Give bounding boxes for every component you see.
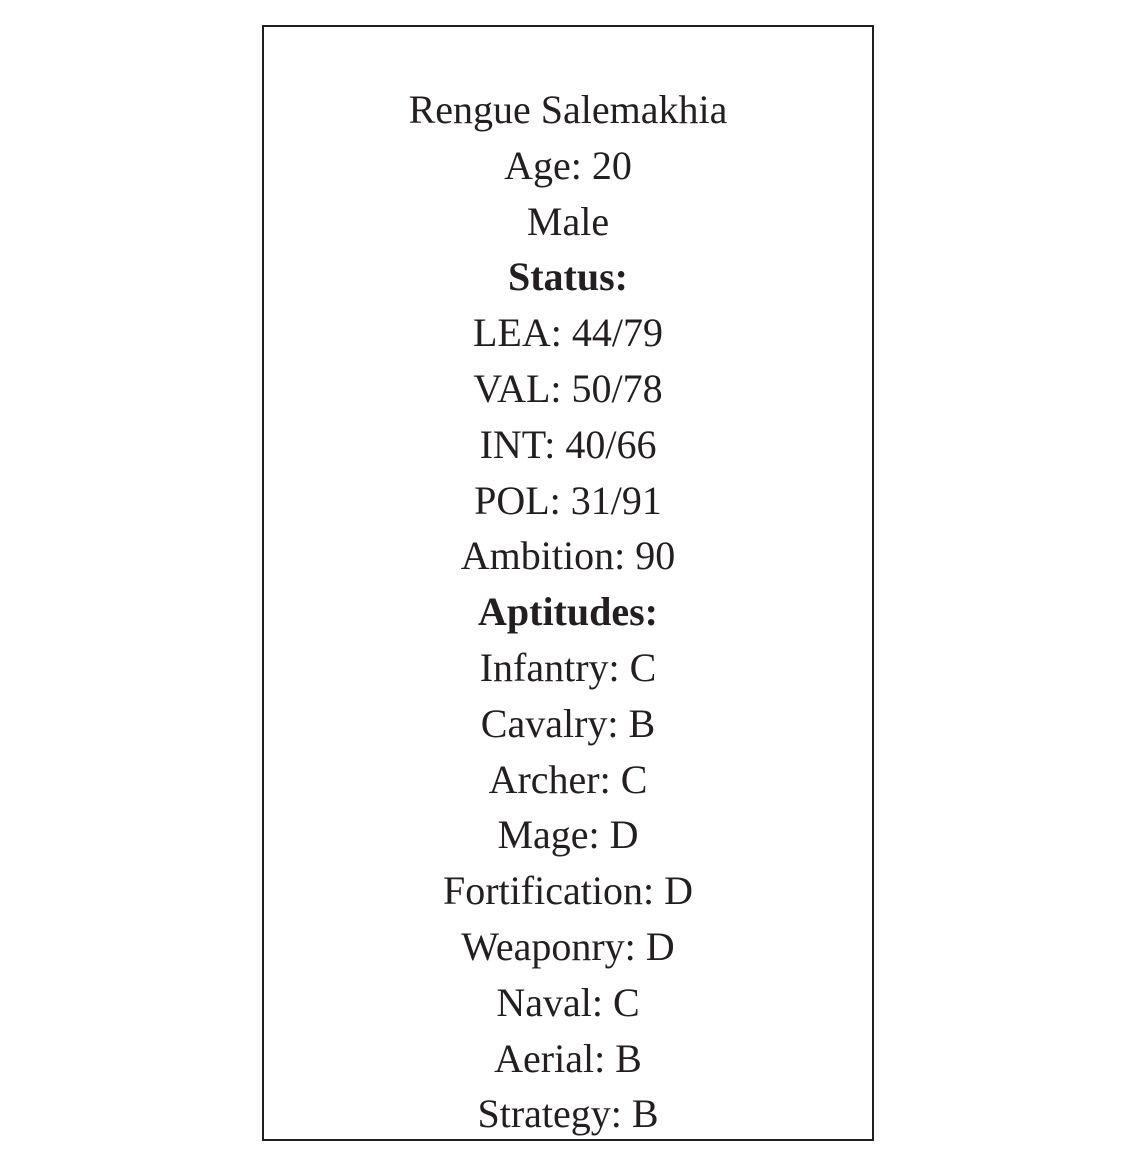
aptitude-strategy: Strategy: B bbox=[477, 1091, 659, 1137]
character-gender: Male bbox=[526, 198, 610, 244]
character-age: Age: 20 bbox=[504, 142, 632, 188]
aptitude-weaponry: Weaponry: D bbox=[461, 923, 675, 969]
character-card bbox=[262, 25, 874, 1141]
aptitude-aerial: Aerial: B bbox=[494, 1035, 642, 1081]
aptitude-fortification: Fortification: D bbox=[443, 868, 693, 914]
stat-int: INT: 40/66 bbox=[479, 421, 657, 467]
character-details bbox=[264, 82, 872, 1142]
stat-pol: POL: 31/91 bbox=[474, 477, 662, 523]
aptitude-naval: Naval: C bbox=[496, 979, 640, 1025]
aptitude-infantry: Infantry: C bbox=[479, 644, 657, 690]
status-heading: Status: bbox=[507, 254, 629, 300]
stat-ambition: Ambition: 90 bbox=[460, 533, 676, 579]
stat-val: VAL: 50/78 bbox=[473, 365, 663, 411]
aptitude-mage: Mage: D bbox=[497, 812, 639, 858]
character-name: Rengue Salemakhia bbox=[408, 87, 728, 132]
aptitude-cavalry: Cavalry: B bbox=[480, 700, 656, 746]
aptitude-archer: Archer: C bbox=[488, 756, 648, 802]
aptitudes-heading: Aptitudes: bbox=[477, 589, 659, 635]
stat-lea: LEA: 44/79 bbox=[473, 310, 663, 356]
